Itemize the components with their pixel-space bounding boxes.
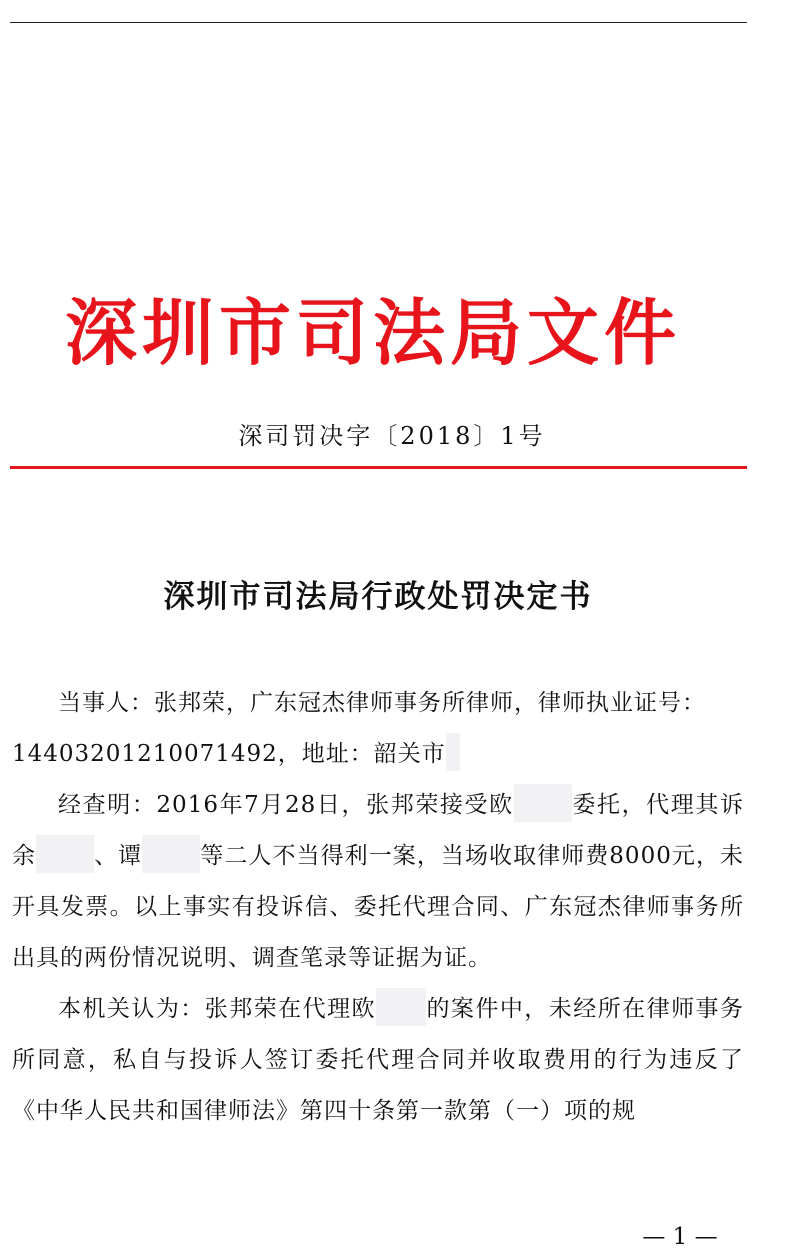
redaction-block (514, 784, 572, 822)
document-number: 深司罚决字〔2018〕1号 (238, 422, 546, 450)
redaction-block (446, 733, 460, 771)
redaction-block (36, 835, 94, 873)
party-paragraph (12, 678, 744, 729)
facts-text-c: 、谭 (94, 843, 143, 869)
redaction-block (142, 835, 200, 873)
decision-title: 深圳市司法局行政处罚决定书 (163, 579, 593, 615)
finding-paragraph (12, 984, 744, 1137)
header-red-rule (10, 466, 747, 469)
page-number: — 1 — (642, 1224, 718, 1250)
finding-text-b: 的案件中，未经所在律师事务所同意，私自与投诉人签订委托代理合同并收取费用的行为违反了《中华人民共和国律师法》第四十条第一款第（一）项的规 (12, 996, 745, 1124)
facts-text-b: 委托，代理其诉余 (12, 792, 744, 869)
facts-text-a: 经查明：2016年7月28日，张邦荣接受欧 (58, 792, 514, 818)
party-paragraph-cont (12, 729, 744, 780)
facts-paragraph (12, 780, 744, 984)
document-header-title: 深圳市司法局文件 (64, 291, 681, 375)
finding-text-a: 本机关认为：张邦荣在代理欧 (58, 996, 376, 1022)
party-line-1: 当事人：张邦荣，广东冠杰律师事务所律师，律师执业证号： (58, 690, 706, 716)
facts-text-d: 等二人不当得利一案，当场收取律师费8000元，未开具发票。以上事实有投诉信、委托代理合同、广东冠杰律师事务所出具的两份情况说明、调查笔录等证据为证。 (12, 843, 745, 971)
redaction-block (376, 988, 426, 1026)
top-rule (10, 22, 747, 23)
party-line-2: 14403201210071492，地址：韶关市 (12, 741, 446, 767)
decision-body (12, 678, 744, 1137)
